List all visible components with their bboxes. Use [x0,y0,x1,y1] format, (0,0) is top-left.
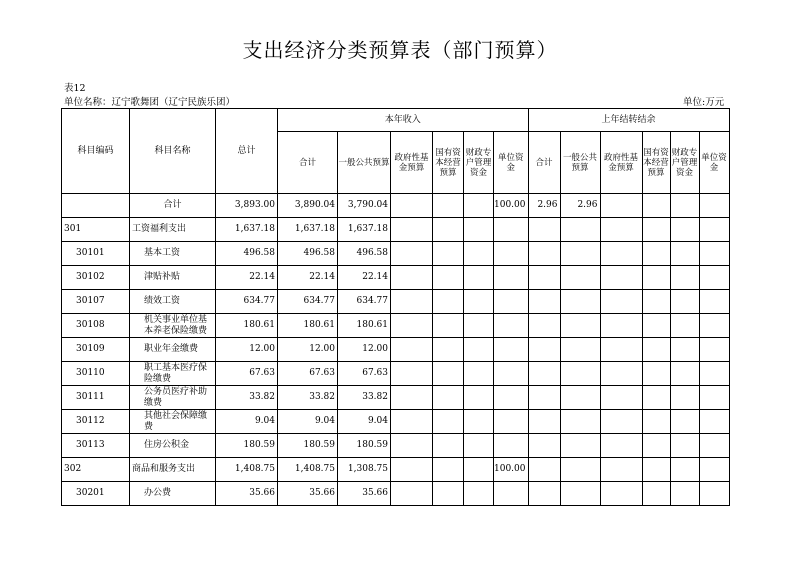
cell-total: 496.58 [216,242,278,266]
header-row-1 [62,109,730,132]
cell-fund [391,362,433,386]
cell-p-fund [600,194,642,218]
cell-fund [391,338,433,362]
cell-total: 1,408.75 [216,458,278,482]
cell-cur-total: 35.66 [278,482,338,506]
cell-name: 基本工资 [130,242,216,266]
cell-code: 30102 [62,266,130,290]
cell-code: 30112 [62,410,130,434]
cell-p-fund [600,266,642,290]
cell-code: 30107 [62,290,130,314]
cell-p-state [642,290,670,314]
cell-fund [391,434,433,458]
cell-special [464,362,494,386]
page-title: 支出经济分类预算表（部门预算） [242,38,558,62]
cell-general: 22.14 [338,266,391,290]
cell-p-special [670,362,699,386]
cell-unit-fund [494,434,529,458]
cell-general: 67.63 [338,362,391,386]
table-row [62,290,730,314]
cell-fund [391,482,433,506]
cell-total: 67.63 [216,362,278,386]
cell-code: 30111 [62,386,130,410]
cell-state [433,194,464,218]
cell-code: 30108 [62,314,130,338]
cell-p-unit [699,338,729,362]
cell-special [464,218,494,242]
cell-p-general [560,458,600,482]
cell-total: 634.77 [216,290,278,314]
table-row [62,386,730,410]
cell-name: 工资福利支出 [130,218,216,242]
cell-state [433,434,464,458]
cell-p-total [528,362,560,386]
cell-general: 634.77 [338,290,391,314]
cell-p-unit [699,434,729,458]
cell-p-unit [699,290,729,314]
cell-cur-total: 33.82 [278,386,338,410]
cell-p-special [670,290,699,314]
cell-code: 30113 [62,434,130,458]
cell-p-general [560,242,600,266]
cell-p-general [560,386,600,410]
cell-p-general [560,434,600,458]
cell-unit-fund: 100.00 [494,458,529,482]
cell-unit-fund [494,242,529,266]
cell-code: 30110 [62,362,130,386]
cell-p-state [642,266,670,290]
cell-p-fund [600,242,642,266]
cell-p-total [528,338,560,362]
header-code: 科目编码 [62,109,130,194]
cell-unit-fund [494,386,529,410]
cell-unit-fund [494,314,529,338]
table-row [62,218,730,242]
cell-p-fund [600,362,642,386]
cell-total: 3,893.00 [216,194,278,218]
unit-name: 单位名称：辽宁歌舞团（辽宁民族乐团） [64,97,236,108]
cell-general: 9.04 [338,410,391,434]
cell-p-total: 2.96 [528,194,560,218]
cell-p-special [670,266,699,290]
cell-unit-fund: 100.00 [494,194,529,218]
cell-special [464,410,494,434]
cell-p-general: 2.96 [560,194,600,218]
cell-unit-fund [494,338,529,362]
cell-unit-fund [494,482,529,506]
cell-p-fund [600,434,642,458]
cell-p-total [528,290,560,314]
cell-state [433,482,464,506]
header-prev-special: 财政专户管理资金 [670,132,699,194]
cell-name: 其他社会保障缴费 [130,410,216,434]
cell-p-total [528,458,560,482]
cell-total: 9.04 [216,410,278,434]
cell-p-general [560,266,600,290]
cell-name: 合计 [130,194,216,218]
cell-p-fund [600,410,642,434]
cell-general: 180.59 [338,434,391,458]
cell-p-special [670,434,699,458]
cell-general: 180.61 [338,314,391,338]
cell-cur-total: 12.00 [278,338,338,362]
header-sub-unit: 单位资金 [494,132,529,194]
cell-p-total [528,314,560,338]
cell-fund [391,242,433,266]
cell-state [433,338,464,362]
cell-p-special [670,410,699,434]
cell-unit-fund [494,266,529,290]
table-row [62,242,730,266]
cell-p-special [670,218,699,242]
unit-label: 单位:万元 [683,97,725,108]
header-prev-unit: 单位资金 [699,132,729,194]
table-number: 表12 [64,83,86,94]
table-row [62,194,730,218]
cell-p-general [560,314,600,338]
cell-unit-fund [494,218,529,242]
cell-general: 35.66 [338,482,391,506]
cell-cur-total: 180.59 [278,434,338,458]
header-total: 总计 [216,109,278,194]
header-prev-balance: 上年结转结余 [528,109,729,132]
cell-total: 1,637.18 [216,218,278,242]
cell-p-fund [600,314,642,338]
table-row [62,482,730,506]
cell-p-state [642,482,670,506]
cell-p-special [670,386,699,410]
cell-unit-fund [494,362,529,386]
cell-general: 1,637.18 [338,218,391,242]
cell-name: 商品和服务支出 [130,458,216,482]
cell-cur-total: 67.63 [278,362,338,386]
cell-special [464,290,494,314]
cell-total: 22.14 [216,266,278,290]
cell-code: 302 [62,458,130,482]
cell-p-special [670,458,699,482]
cell-fund [391,266,433,290]
cell-special [464,338,494,362]
cell-p-unit [699,482,729,506]
cell-p-unit [699,458,729,482]
cell-p-total [528,266,560,290]
cell-unit-fund [494,290,529,314]
cell-general: 12.00 [338,338,391,362]
cell-state [433,458,464,482]
cell-p-special [670,314,699,338]
cell-special [464,434,494,458]
cell-name: 职工基本医疗保险缴费 [130,362,216,386]
cell-cur-total: 9.04 [278,410,338,434]
cell-general: 33.82 [338,386,391,410]
header-sub-general: 一般公共预算 [338,132,391,194]
cell-cur-total: 1,408.75 [278,458,338,482]
cell-state [433,314,464,338]
cell-total: 33.82 [216,386,278,410]
cell-total: 180.61 [216,314,278,338]
cell-state [433,266,464,290]
cell-fund [391,218,433,242]
table-row [62,338,730,362]
cell-p-state [642,338,670,362]
header-prev-total: 合计 [528,132,560,194]
cell-name: 公务员医疗补助缴费 [130,386,216,410]
cell-p-fund [600,290,642,314]
header-sub-state: 国有资本经营预算 [433,132,464,194]
cell-p-state [642,434,670,458]
cell-cur-total: 634.77 [278,290,338,314]
cell-name: 机关事业单位基本养老保险缴费 [130,314,216,338]
cell-p-total [528,434,560,458]
cell-state [433,386,464,410]
cell-fund [391,290,433,314]
cell-cur-total: 22.14 [278,266,338,290]
cell-p-general [560,290,600,314]
cell-state [433,362,464,386]
cell-cur-total: 3,890.04 [278,194,338,218]
cell-total: 180.59 [216,434,278,458]
cell-special [464,458,494,482]
header-sub-special: 财政专户管理资金 [464,132,494,194]
cell-p-special [670,194,699,218]
cell-unit-fund [494,410,529,434]
cell-p-special [670,338,699,362]
cell-p-unit [699,266,729,290]
cell-special [464,266,494,290]
cell-name: 住房公积金 [130,434,216,458]
table-row [62,266,730,290]
header-prev-general: 一般公共预算 [560,132,600,194]
cell-p-general [560,482,600,506]
header-current-income: 本年收入 [278,109,529,132]
cell-cur-total: 180.61 [278,314,338,338]
cell-total: 35.66 [216,482,278,506]
cell-general: 496.58 [338,242,391,266]
cell-total: 12.00 [216,338,278,362]
cell-p-unit [699,314,729,338]
table-row [62,434,730,458]
cell-p-unit [699,218,729,242]
cell-p-total [528,410,560,434]
cell-p-unit [699,386,729,410]
cell-cur-total: 1,637.18 [278,218,338,242]
cell-p-fund [600,338,642,362]
cell-p-state [642,218,670,242]
cell-p-unit [699,410,729,434]
cell-state [433,218,464,242]
table-row [62,362,730,386]
header-name: 科目名称 [130,109,216,194]
header-prev-fund: 政府性基金预算 [600,132,642,194]
cell-p-state [642,410,670,434]
cell-special [464,194,494,218]
cell-p-total [528,218,560,242]
cell-general: 1,308.75 [338,458,391,482]
cell-fund [391,194,433,218]
cell-fund [391,314,433,338]
cell-p-state [642,242,670,266]
cell-special [464,242,494,266]
cell-fund [391,410,433,434]
table-row [62,458,730,482]
cell-state [433,242,464,266]
cell-p-fund [600,386,642,410]
cell-state [433,290,464,314]
cell-p-fund [600,218,642,242]
table-row [62,314,730,338]
cell-p-total [528,386,560,410]
header-prev-state: 国有资本经营预算 [642,132,670,194]
cell-name: 津贴补贴 [130,266,216,290]
cell-p-special [670,242,699,266]
cell-p-total [528,242,560,266]
cell-p-unit [699,242,729,266]
cell-p-state [642,386,670,410]
header-sub-total: 合计 [278,132,338,194]
cell-special [464,482,494,506]
cell-fund [391,458,433,482]
cell-p-state [642,458,670,482]
cell-p-state [642,314,670,338]
cell-p-special [670,482,699,506]
cell-p-fund [600,458,642,482]
cell-p-state [642,362,670,386]
cell-code: 30201 [62,482,130,506]
cell-name: 职业年金缴费 [130,338,216,362]
cell-p-unit [699,194,729,218]
cell-code: 30101 [62,242,130,266]
cell-code [62,194,130,218]
cell-p-fund [600,482,642,506]
cell-p-general [560,218,600,242]
cell-p-state [642,194,670,218]
header-sub-fund: 政府性基金预算 [391,132,433,194]
cell-cur-total: 496.58 [278,242,338,266]
cell-code: 30109 [62,338,130,362]
cell-name: 办公费 [130,482,216,506]
cell-name: 绩效工资 [130,290,216,314]
cell-p-general [560,338,600,362]
table-row [62,410,730,434]
budget-table [61,108,730,506]
cell-special [464,314,494,338]
cell-general: 3,790.04 [338,194,391,218]
cell-special [464,386,494,410]
cell-p-unit [699,362,729,386]
cell-code: 301 [62,218,130,242]
cell-p-general [560,410,600,434]
cell-state [433,410,464,434]
cell-fund [391,386,433,410]
cell-p-total [528,482,560,506]
cell-p-general [560,362,600,386]
